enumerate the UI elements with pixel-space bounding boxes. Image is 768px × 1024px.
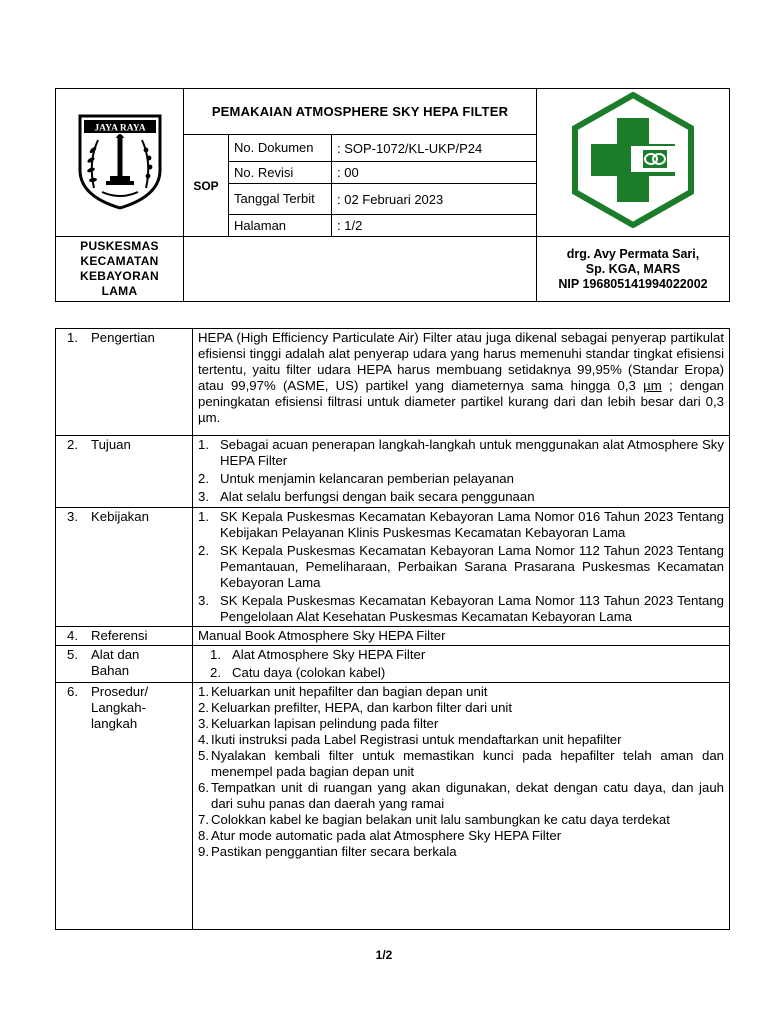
sop-label: SOP: [184, 135, 229, 237]
org-line: PUSKESMAS: [80, 239, 159, 253]
section-title: Pengertian: [91, 330, 155, 345]
list-item: 9. Pastikan penggantian filter secara berkala: [198, 844, 457, 859]
list-item: 3. SK Kepala Puskesmas Kecamatan Kebayoran Lama Nomor 113 Tahun 2023 Tentang Pengelolaan Alat Kesehatan Puskesmas Kecamatan Kebayoran Lama: [198, 593, 724, 624]
meta-key-halaman: Halaman: [229, 215, 332, 237]
section-title: Tujuan: [91, 437, 131, 452]
jaya-raya-emblem: [72, 110, 168, 210]
section-number: 4.: [67, 628, 78, 643]
meta-value-halaman: : 1/2: [332, 215, 537, 237]
section-title: Alat dan Bahan: [91, 647, 140, 678]
section-label: [56, 627, 193, 646]
meta-value-no-revisi: : 00: [332, 162, 537, 184]
section-number: 2.: [67, 437, 78, 452]
meta-key-no-dokumen: No. Dokumen: [229, 135, 332, 162]
section-label: [56, 646, 193, 683]
organization-name: [56, 237, 184, 302]
tujuan-content: [193, 436, 730, 508]
section-number: 3.: [67, 509, 78, 524]
pengertian-content: [193, 329, 730, 436]
kebijakan-content: [193, 508, 730, 627]
signer-name: drg. Avy Permata Sari,: [566, 246, 700, 261]
meta-key-no-revisi: No. Revisi: [229, 162, 332, 184]
section-row: [56, 646, 730, 683]
prosedur-content: [193, 683, 730, 930]
section-label: [56, 508, 193, 627]
puskesmas-cross-icon: [571, 92, 695, 228]
list-item: 2. Keluarkan prefilter, HEPA, dan karbon filter dari unit: [198, 700, 513, 715]
section-label: [56, 329, 193, 436]
org-line: KEBAYORAN: [80, 269, 159, 283]
meta-value-tanggal-terbit: : 02 Februari 2023: [332, 184, 537, 215]
list-item: 7. Colokkan kabel ke bagian belakan unit lalu sambungkan ke catu daya terdekat: [198, 812, 670, 827]
meta-value-no-dokumen: : SOP-1072/KL-UKP/P24: [332, 135, 537, 162]
section-label: [56, 436, 193, 508]
meta-key-tanggal-terbit: Tanggal Terbit: [229, 184, 332, 215]
list-item: 5. Nyalakan kembali filter untuk memastikan kunci pada hepafilter telah aman dan menempel pada bagian depan unit: [198, 748, 724, 779]
list-item: 1. Alat Atmosphere Sky HEPA Filter: [210, 647, 426, 662]
section-title: Referensi: [91, 628, 148, 643]
list-item: 4. Ikuti instruksi pada Label Registrasi untuk mendaftarkan unit hepafilter: [198, 732, 622, 747]
signer-nip: NIP 196805141994022002: [558, 276, 708, 291]
sop-content-table: [55, 328, 730, 930]
empty-middle-cell: [184, 237, 537, 302]
list-item: 3. Keluarkan lapisan pelindung pada filter: [198, 716, 439, 731]
puskesmas-logo-cell: [537, 89, 730, 237]
list-item: 2. Catu daya (colokan kabel): [210, 665, 386, 680]
unit-micrometer: µm: [643, 378, 662, 393]
pengertian-text: HEPA (High Efficiency Particulate Air) Filter atau juga dikenal sebagai penyerap partikulat efisiensi tinggi adalah alat penyerap udara yang harus memenuhi standar tingkat efisiensi tertentu, yaitu filter udara HEPA harus membuang setidaknya 99,95% (Standar Eropa) atau 99,97% (ASME, US) partikel yang diameternya sama hingga 0,3: [198, 330, 724, 393]
referensi-content: Manual Book Atmosphere Sky HEPA Filter: [193, 627, 730, 646]
list-item: 6. Tempatkan unit di ruangan yang akan digunakan, dekat dengan catu daya, dan jauh dari suhu panas dan daerah yang ramai: [198, 780, 724, 811]
section-row: [56, 436, 730, 508]
org-line: KECAMATAN: [80, 254, 159, 268]
jaya-raya-logo-cell: [56, 89, 184, 237]
section-row: [56, 627, 730, 646]
list-item: 2. SK Kepala Puskesmas Kecamatan Kebayoran Lama Nomor 112 Tahun 2023 Tentang Pemantauan, Pemeliharaan, Perbaikan Sarana Prasarana Puskesmas Kecamatan Kebayoran Lama: [198, 543, 724, 590]
pengertian-text-end: ; dengan peningkatan efisiensi filtrasi untuk diameter partikel kurang dari dan lebih besar dari 0,3 µm.: [198, 378, 724, 425]
section-title: Prosedur/ Langkah-langkah: [91, 684, 149, 731]
alat-content: [193, 646, 730, 683]
list-item: 1. Keluarkan unit hepafilter dan bagian depan unit: [198, 684, 488, 699]
list-item: 3. Alat selalu berfungsi dengan baik secara penggunaan: [198, 489, 535, 504]
list-item: 8. Atur mode automatic pada alat Atmosphere Sky HEPA Filter: [198, 828, 562, 843]
signer-block: [537, 237, 730, 302]
page-number: 1/2: [375, 948, 393, 962]
section-label: [56, 683, 193, 930]
document-title: PEMAKAIAN ATMOSPHERE SKY HEPA FILTER: [184, 89, 537, 135]
org-line: LAMA: [101, 284, 138, 298]
section-number: 5.: [67, 647, 78, 662]
section-number: 6.: [67, 684, 78, 699]
svg-text:JAYA RAYA: JAYA RAYA: [93, 123, 146, 134]
section-row: [56, 683, 730, 930]
list-item: 1. Sebagai acuan penerapan langkah-langkah untuk menggunakan alat Atmosphere Sky HEPA Filter: [198, 437, 724, 468]
list-item: 2. Untuk menjamin kelancaran pemberian pelayanan: [198, 471, 514, 486]
signer-title: Sp. KGA, MARS: [585, 261, 681, 276]
header-table: [55, 88, 730, 302]
section-number: 1.: [67, 330, 78, 345]
section-row: [56, 329, 730, 436]
list-item: 1. SK Kepala Puskesmas Kecamatan Kebayoran Lama Nomor 016 Tahun 2023 Tentang Kebijakan Pelayanan Klinis Puskesmas Kecamatan Kebayoran Lama: [198, 509, 724, 540]
section-title: Kebijakan: [91, 509, 149, 524]
section-row: [56, 508, 730, 627]
